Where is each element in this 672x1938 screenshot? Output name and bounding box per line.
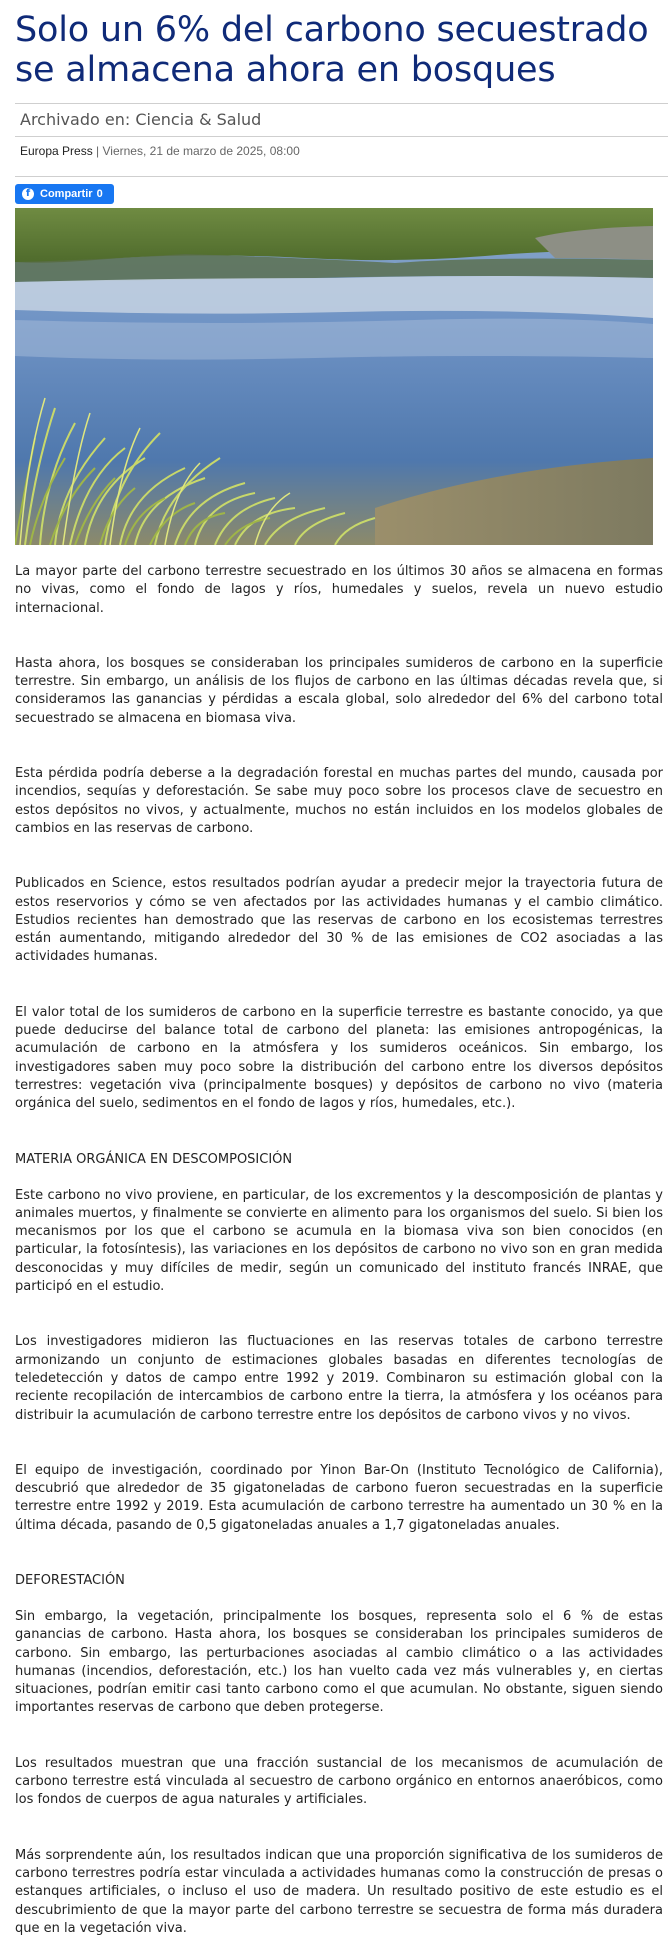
paragraph: El valor total de los sumideros de carbono en la superficie terrestre es bastante conocido, ya que puede deducirse del balance total de carbono del planeta: las emisiones antropogénicas, la acumulación de carbono en la atmósfera y los sumideros oceánicos. Sin embargo, los investigadores saben muy poco sobre la distribución del carbono entre los diversos depósitos terrestres: vegetación viva (principalmente bosques) y depósitos de carbono no vivo (materia orgánica del suelo, sedimentos en el fondo de lagos y ríos, humedales, etc.).: [15, 1004, 663, 1112]
facebook-share-button[interactable]: [15, 184, 114, 204]
page-title: Solo un 6% del carbono secuestrado se almacena ahora en bosques: [15, 10, 649, 90]
paragraph: Esta pérdida podría deberse a la degradación forestal en muchas partes del mundo, causada por incendios, sequías y deforestación. Se sabe muy poco sobre los procesos clave de secuestro en estos depósitos no vivos, y actualmente, muchos no están incluidos en los modelos globales de cambios en las reservas de carbono.: [15, 766, 663, 836]
archived-in: [20, 110, 261, 129]
article-body: [15, 563, 663, 1938]
paragraph: Los investigadores midieron las fluctuaciones en las reservas totales de carbono terrestre armonizando un conjunto de estimaciones globales basadas en diferentes tecnologías de teledetección y datos de campo entre 1992 y 2019. Combinaron su estimación global con la reciente recopilación de intercambios de carbono entre la tierra, la atmósfera y los océanos para distribuir la acumulación de carbono terrestre entre los depósitos de carbono vivos y no vivos.: [15, 1334, 663, 1423]
byline-separator: |: [92, 144, 103, 158]
paragraph: Este carbono no vivo proviene, en particular, de los excrementos y la descomposición de plantas y animales muertos, y finalmente se convierte en alimento para los organismos del suelo. Si bien los mecanismos por los que el carbono se acumula en la biomasa viva son bien conocidos (en particular, la fotosíntesis), las variaciones en los depósitos de carbono no vivo son en gran medida desconocidas y muy difíciles de medir, según un comunicado del instituto francés INRAE, que participó en el estudio.: [15, 1187, 663, 1295]
category-link[interactable]: Ciencia & Salud: [135, 110, 262, 129]
section-heading: DEFORESTACIÓN: [15, 1572, 125, 1588]
paragraph: Más sorprendente aún, los resultados indican que una proporción significativa de los sumideros de carbono terrestres podría estar vinculada a actividades humanas como la construcción de presas o estanques artificiales, o incluso el uso de madera. Un resultado positivo de este estudio es el descubrimiento de que la mayor parte del carbono terrestre se secuestra de forma más duradera que en la vegetación viva.: [15, 1847, 663, 1936]
share-count: 0: [96, 188, 103, 200]
paragraph: La mayor parte del carbono terrestre secuestrado en los últimos 30 años se almacena en formas no vivas, como el fondo de lagos y ríos, humedales y suelos, revela un nuevo estudio internacional.: [15, 564, 663, 616]
paragraph: Los resultados muestran que una fracción sustancial de los mecanismos de acumulación de carbono terrestre está vinculada al secuestro de carbono orgánico en entornos anaeróbicos, como los fondos de cuerpos de agua naturales y artificiales.: [15, 1755, 663, 1808]
byline: [20, 144, 300, 158]
section-heading: MATERIA ORGÁNICA EN DESCOMPOSICIÓN: [15, 1151, 293, 1167]
share-label: Compartir: [40, 188, 93, 200]
paragraph: El equipo de investigación, coordinado por Yinon Bar-On (Instituto Tecnológico de California), descubrió que alrededor de 35 gigatoneladas de carbono fueron secuestradas en la superficie terrestre entre 1992 y 2019. Esta acumulación de carbono terrestre ha aumentado un 30 % en la última década, pasando de 0,5 gigatoneladas anuales a 1,7 gigatoneladas anuales.: [15, 1462, 663, 1533]
facebook-icon: f: [22, 188, 34, 200]
publish-date: Viernes, 21 de marzo de 2025, 08:00: [102, 144, 300, 158]
divider: [15, 103, 668, 104]
paragraph: Hasta ahora, los bosques se consideraban los principales sumideros de carbono en la superficie terrestre. Sin embargo, un análisis de los flujos de carbono en las últimas décadas revela que, si consideramos las ganancias y pérdidas a escala global, solo alrededor del 6% del carbono total secuestrado se almacena en biomasa viva.: [15, 655, 663, 726]
divider: [15, 136, 668, 137]
archived-label: Archivado en:: [20, 110, 131, 129]
source: Europa Press: [20, 144, 93, 158]
article-photo: [15, 208, 653, 545]
divider: [15, 176, 668, 177]
paragraph: Publicados en Science, estos resultados podrían ayudar a predecir mejor la trayectoria futura de estos reservorios y cómo se ven afectados por las actividades humanas y el cambio climático. Estudios recientes han demostrado que las reservas de carbono en los ecosistemas terrestres están aumentando, mitigando alrededor del 30 % de las emisiones de CO2 asociadas a las actividades humanas.: [15, 876, 663, 965]
paragraph: Sin embargo, la vegetación, principalmente los bosques, representa solo el 6 % de estas ganancias de carbono. Hasta ahora, los bosques se consideraban los principales sumideros de carbono. Sin embargo, las perturbaciones asociadas al cambio climático o a las actividades humanas (incendios, deforestación, etc.) los han vuelto cada vez más vulnerables y, en ciertas situaciones, podrían emitir casi tanto carbono como el que acumulan. No obstante, siguen siendo importantes reservas de carbono que deben protegerse.: [15, 1608, 663, 1716]
